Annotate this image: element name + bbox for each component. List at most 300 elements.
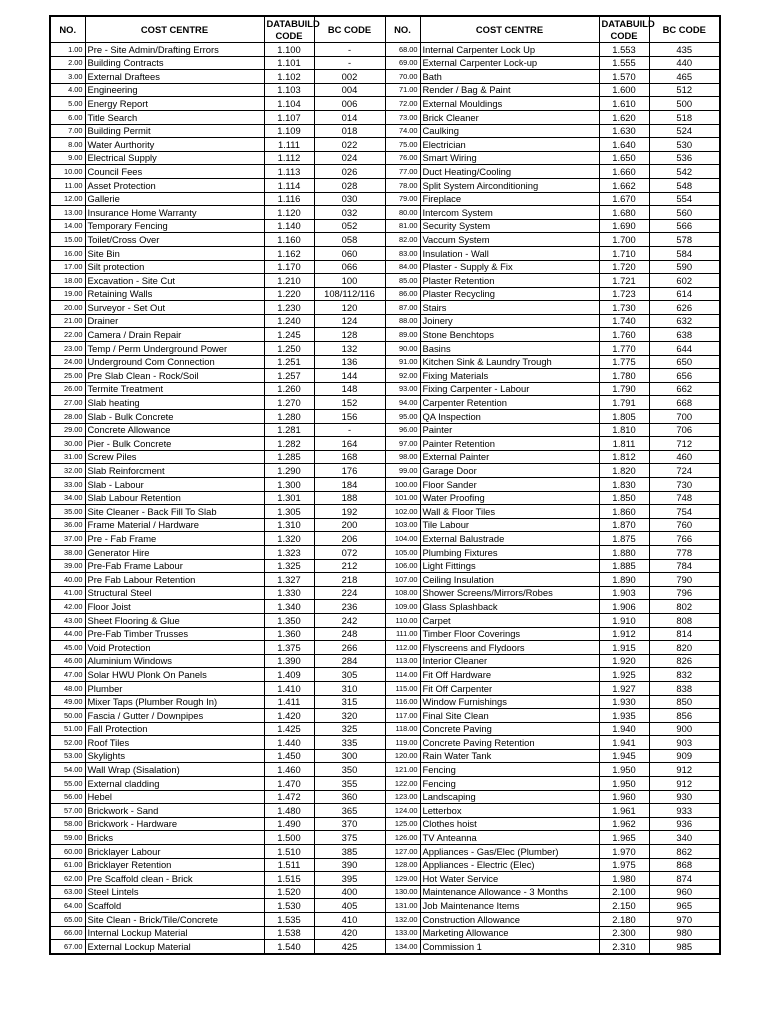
cost-centre-name: Hebel bbox=[85, 790, 264, 804]
cost-centre-name: Pre - Fab Frame bbox=[85, 532, 264, 546]
bc-code: 912 bbox=[649, 777, 720, 791]
row-number: 57.00 bbox=[50, 804, 85, 818]
cost-centre-name: Termite Treatment bbox=[85, 382, 264, 396]
databuild-code: 1.912 bbox=[599, 627, 649, 641]
cost-centre-name: Council Fees bbox=[85, 165, 264, 179]
table-row bbox=[50, 573, 720, 587]
bc-code: 284 bbox=[314, 654, 385, 668]
cost-centre-name: Underground Com Connection bbox=[85, 355, 264, 369]
bc-code: 365 bbox=[314, 804, 385, 818]
table-row bbox=[50, 763, 720, 777]
databuild-code: 1.450 bbox=[264, 749, 314, 763]
row-number: 105.00 bbox=[385, 545, 420, 559]
row-number: 45.00 bbox=[50, 641, 85, 655]
table-row bbox=[50, 287, 720, 301]
row-number: 15.00 bbox=[50, 233, 85, 247]
row-number: 122.00 bbox=[385, 777, 420, 791]
databuild-code: 1.941 bbox=[599, 736, 649, 750]
bc-code: 152 bbox=[314, 396, 385, 410]
bc-code: 340 bbox=[649, 831, 720, 845]
bc-code: 903 bbox=[649, 736, 720, 750]
bc-code: 662 bbox=[649, 382, 720, 396]
databuild-code: 2.150 bbox=[599, 899, 649, 913]
row-number: 127.00 bbox=[385, 845, 420, 859]
cost-centre-name: Tile Labour bbox=[420, 518, 599, 532]
databuild-code: 1.460 bbox=[264, 763, 314, 777]
row-number: 124.00 bbox=[385, 804, 420, 818]
row-number: 58.00 bbox=[50, 817, 85, 831]
cost-centre-name: Pre Fab Labour Retention bbox=[85, 573, 264, 587]
header-databuild-code: DATABUILD CODE bbox=[264, 16, 314, 43]
table-row bbox=[50, 613, 720, 627]
cost-centre-name: Commission 1 bbox=[420, 940, 599, 954]
databuild-code: 1.109 bbox=[264, 124, 314, 138]
databuild-code: 1.950 bbox=[599, 763, 649, 777]
cost-centre-name: Water Proofing bbox=[420, 491, 599, 505]
row-number: 67.00 bbox=[50, 940, 85, 954]
databuild-code: 1.260 bbox=[264, 382, 314, 396]
row-number: 55.00 bbox=[50, 777, 85, 791]
table-row bbox=[50, 681, 720, 695]
databuild-code: 2.100 bbox=[599, 885, 649, 899]
cost-centre-name: Toilet/Cross Over bbox=[85, 233, 264, 247]
cost-centre-name: Site Clean - Brick/Tile/Concrete bbox=[85, 913, 264, 927]
cost-centre-name: Plaster Recycling bbox=[420, 287, 599, 301]
bc-code: 300 bbox=[314, 749, 385, 763]
cost-centre-name: External Lockup Material bbox=[85, 940, 264, 954]
table-row bbox=[50, 600, 720, 614]
bc-code: 930 bbox=[649, 790, 720, 804]
cost-centre-name: Steel Lintels bbox=[85, 885, 264, 899]
cost-centre-name: Glass Splashback bbox=[420, 600, 599, 614]
row-number: 92.00 bbox=[385, 369, 420, 383]
databuild-code: 1.409 bbox=[264, 668, 314, 682]
databuild-code: 1.700 bbox=[599, 233, 649, 247]
cost-centre-name: Fascia / Gutter / Downpipes bbox=[85, 709, 264, 723]
databuild-code: 1.530 bbox=[264, 899, 314, 913]
row-number: 50.00 bbox=[50, 709, 85, 723]
bc-code: 014 bbox=[314, 110, 385, 124]
row-number: 117.00 bbox=[385, 709, 420, 723]
databuild-code: 1.810 bbox=[599, 423, 649, 437]
cost-centre-name: Joinery bbox=[420, 314, 599, 328]
table-row bbox=[50, 423, 720, 437]
table-row bbox=[50, 668, 720, 682]
row-number: 23.00 bbox=[50, 342, 85, 356]
table-row bbox=[50, 831, 720, 845]
bc-code: 832 bbox=[649, 668, 720, 682]
row-number: 51.00 bbox=[50, 722, 85, 736]
bc-code: 060 bbox=[314, 246, 385, 260]
row-number: 38.00 bbox=[50, 545, 85, 559]
cost-centre-name: Rain Water Tank bbox=[420, 749, 599, 763]
bc-code: 748 bbox=[649, 491, 720, 505]
cost-centre-name: External Painter bbox=[420, 450, 599, 464]
row-number: 60.00 bbox=[50, 845, 85, 859]
databuild-code: 1.570 bbox=[599, 70, 649, 84]
databuild-code: 2.300 bbox=[599, 926, 649, 940]
bc-code: 266 bbox=[314, 641, 385, 655]
table-row bbox=[50, 586, 720, 600]
table-row bbox=[50, 885, 720, 899]
cost-centre-name: Engineering bbox=[85, 83, 264, 97]
bc-code: 144 bbox=[314, 369, 385, 383]
row-number: 90.00 bbox=[385, 342, 420, 356]
bc-code: 560 bbox=[649, 206, 720, 220]
cost-centre-name: External Draftees bbox=[85, 70, 264, 84]
row-number: 8.00 bbox=[50, 138, 85, 152]
table-body bbox=[50, 43, 720, 954]
cost-centre-name: Temp / Perm Underground Power bbox=[85, 342, 264, 356]
databuild-code: 1.210 bbox=[264, 274, 314, 288]
bc-code: 320 bbox=[314, 709, 385, 723]
databuild-code: 1.670 bbox=[599, 192, 649, 206]
databuild-code: 1.975 bbox=[599, 858, 649, 872]
bc-code: 305 bbox=[314, 668, 385, 682]
cost-centre-name: Solar HWU Plonk On Panels bbox=[85, 668, 264, 682]
row-number: 18.00 bbox=[50, 274, 85, 288]
table-row bbox=[50, 43, 720, 57]
databuild-code: 1.940 bbox=[599, 722, 649, 736]
cost-centre-name: Fireplace bbox=[420, 192, 599, 206]
bc-code: 730 bbox=[649, 478, 720, 492]
cost-centre-name: Floor Sander bbox=[420, 478, 599, 492]
bc-code: 058 bbox=[314, 233, 385, 247]
table-row bbox=[50, 695, 720, 709]
table-row bbox=[50, 722, 720, 736]
databuild-code: 1.220 bbox=[264, 287, 314, 301]
cost-centre-name: Intercom System bbox=[420, 206, 599, 220]
row-number: 13.00 bbox=[50, 206, 85, 220]
bc-code: 578 bbox=[649, 233, 720, 247]
row-number: 36.00 bbox=[50, 518, 85, 532]
row-number: 46.00 bbox=[50, 654, 85, 668]
cost-centre-name: Brickwork - Sand bbox=[85, 804, 264, 818]
row-number: 80.00 bbox=[385, 206, 420, 220]
cost-centre-name: Concrete Paving bbox=[420, 722, 599, 736]
bc-code: 766 bbox=[649, 532, 720, 546]
cost-centre-name: Final Site Clean bbox=[420, 709, 599, 723]
row-number: 10.00 bbox=[50, 165, 85, 179]
row-number: 99.00 bbox=[385, 464, 420, 478]
databuild-code: 1.875 bbox=[599, 532, 649, 546]
table-row bbox=[50, 749, 720, 763]
bc-code: - bbox=[314, 43, 385, 57]
bc-code: 548 bbox=[649, 178, 720, 192]
databuild-code: 1.170 bbox=[264, 260, 314, 274]
table-row bbox=[50, 518, 720, 532]
table-row bbox=[50, 491, 720, 505]
bc-code: 028 bbox=[314, 178, 385, 192]
row-number: 125.00 bbox=[385, 817, 420, 831]
row-number: 68.00 bbox=[385, 43, 420, 57]
bc-code: 192 bbox=[314, 505, 385, 519]
header-cost-centre: COST CENTRE bbox=[420, 16, 599, 43]
cost-centre-name: Fit Off Carpenter bbox=[420, 681, 599, 695]
bc-code: 132 bbox=[314, 342, 385, 356]
bc-code: 566 bbox=[649, 219, 720, 233]
databuild-code: 1.721 bbox=[599, 274, 649, 288]
cost-centre-name: Slab Reinforcment bbox=[85, 464, 264, 478]
table-row bbox=[50, 151, 720, 165]
table-row bbox=[50, 641, 720, 655]
row-number: 29.00 bbox=[50, 423, 85, 437]
cost-centre-name: Plaster Retention bbox=[420, 274, 599, 288]
cost-centre-name: Structural Steel bbox=[85, 586, 264, 600]
databuild-code: 1.250 bbox=[264, 342, 314, 356]
databuild-code: 1.350 bbox=[264, 613, 314, 627]
databuild-code: 2.310 bbox=[599, 940, 649, 954]
databuild-code: 1.520 bbox=[264, 885, 314, 899]
cost-centre-name: Generator Hire bbox=[85, 545, 264, 559]
bc-code: 960 bbox=[649, 885, 720, 899]
cost-centre-name: Camera / Drain Repair bbox=[85, 328, 264, 342]
bc-code: 370 bbox=[314, 817, 385, 831]
row-number: 41.00 bbox=[50, 586, 85, 600]
cost-centre-name: Mixer Taps (Plumber Rough In) bbox=[85, 695, 264, 709]
bc-code: 644 bbox=[649, 342, 720, 356]
databuild-code: 1.340 bbox=[264, 600, 314, 614]
row-number: 107.00 bbox=[385, 573, 420, 587]
cost-centre-name: Surveyor - Set Out bbox=[85, 301, 264, 315]
row-number: 121.00 bbox=[385, 763, 420, 777]
bc-code: 120 bbox=[314, 301, 385, 315]
bc-code: 212 bbox=[314, 559, 385, 573]
row-number: 9.00 bbox=[50, 151, 85, 165]
bc-code: 072 bbox=[314, 545, 385, 559]
databuild-code: 1.103 bbox=[264, 83, 314, 97]
cost-centre-name: Site Cleaner - Back Fill To Slab bbox=[85, 505, 264, 519]
cost-centre-name: Duct Heating/Cooling bbox=[420, 165, 599, 179]
row-number: 95.00 bbox=[385, 410, 420, 424]
databuild-code: 1.775 bbox=[599, 355, 649, 369]
row-number: 61.00 bbox=[50, 858, 85, 872]
row-number: 134.00 bbox=[385, 940, 420, 954]
table-row bbox=[50, 926, 720, 940]
cost-centre-name: Stone Benchtops bbox=[420, 328, 599, 342]
row-number: 103.00 bbox=[385, 518, 420, 532]
cost-centre-name: Plumbing Fixtures bbox=[420, 545, 599, 559]
databuild-code: 1.830 bbox=[599, 478, 649, 492]
bc-code: 862 bbox=[649, 845, 720, 859]
row-number: 79.00 bbox=[385, 192, 420, 206]
bc-code: 965 bbox=[649, 899, 720, 913]
cost-centre-name: Smart Wiring bbox=[420, 151, 599, 165]
row-number: 11.00 bbox=[50, 178, 85, 192]
row-number: 83.00 bbox=[385, 246, 420, 260]
bc-code: 760 bbox=[649, 518, 720, 532]
table-row bbox=[50, 654, 720, 668]
row-number: 24.00 bbox=[50, 355, 85, 369]
databuild-code: 1.470 bbox=[264, 777, 314, 791]
cost-centre-name: Silt protection bbox=[85, 260, 264, 274]
databuild-code: 1.690 bbox=[599, 219, 649, 233]
table-row bbox=[50, 314, 720, 328]
databuild-code: 1.281 bbox=[264, 423, 314, 437]
databuild-code: 1.301 bbox=[264, 491, 314, 505]
cost-centre-name: Hot Water Service bbox=[420, 872, 599, 886]
databuild-code: 1.927 bbox=[599, 681, 649, 695]
row-number: 27.00 bbox=[50, 396, 85, 410]
databuild-code: 1.104 bbox=[264, 97, 314, 111]
bc-code: 325 bbox=[314, 722, 385, 736]
databuild-code: 1.390 bbox=[264, 654, 314, 668]
row-number: 4.00 bbox=[50, 83, 85, 97]
row-number: 108.00 bbox=[385, 586, 420, 600]
cost-centre-name: Pre-Fab Timber Trusses bbox=[85, 627, 264, 641]
table-row bbox=[50, 627, 720, 641]
cost-centre-name: Water Aurthority bbox=[85, 138, 264, 152]
databuild-code: 1.120 bbox=[264, 206, 314, 220]
row-number: 2.00 bbox=[50, 56, 85, 70]
table-row bbox=[50, 437, 720, 451]
cost-centre-name: Slab - Labour bbox=[85, 478, 264, 492]
row-number: 94.00 bbox=[385, 396, 420, 410]
cost-centre-name: TV Anteanna bbox=[420, 831, 599, 845]
table-row bbox=[50, 83, 720, 97]
cost-centre-name: Pier - Bulk Concrete bbox=[85, 437, 264, 451]
bc-code: 614 bbox=[649, 287, 720, 301]
cost-centre-name: Kitchen Sink & Laundry Trough bbox=[420, 355, 599, 369]
bc-code: 425 bbox=[314, 940, 385, 954]
cost-centre-name: Excavation - Site Cut bbox=[85, 274, 264, 288]
row-number: 88.00 bbox=[385, 314, 420, 328]
row-number: 133.00 bbox=[385, 926, 420, 940]
cost-centre-name: Temporary Fencing bbox=[85, 219, 264, 233]
cost-centre-name: Insulation - Wall bbox=[420, 246, 599, 260]
bc-code: 390 bbox=[314, 858, 385, 872]
table-row bbox=[50, 233, 720, 247]
cost-centre-name: Security System bbox=[420, 219, 599, 233]
databuild-code: 1.920 bbox=[599, 654, 649, 668]
databuild-code: 1.915 bbox=[599, 641, 649, 655]
header-cost-centre: COST CENTRE bbox=[85, 16, 264, 43]
row-number: 102.00 bbox=[385, 505, 420, 519]
bc-code: 136 bbox=[314, 355, 385, 369]
databuild-code: 1.553 bbox=[599, 43, 649, 57]
databuild-code: 1.113 bbox=[264, 165, 314, 179]
databuild-code: 1.970 bbox=[599, 845, 649, 859]
row-number: 39.00 bbox=[50, 559, 85, 573]
databuild-code: 1.730 bbox=[599, 301, 649, 315]
databuild-code: 1.511 bbox=[264, 858, 314, 872]
bc-code: 176 bbox=[314, 464, 385, 478]
cost-centre-name: External cladding bbox=[85, 777, 264, 791]
cost-centre-name: Internal Lockup Material bbox=[85, 926, 264, 940]
databuild-code: 1.812 bbox=[599, 450, 649, 464]
cost-centre-name: Roof Tiles bbox=[85, 736, 264, 750]
table-row bbox=[50, 192, 720, 206]
table-row bbox=[50, 246, 720, 260]
cost-centre-name: Maintenance Allowance - 3 Months bbox=[420, 885, 599, 899]
row-number: 89.00 bbox=[385, 328, 420, 342]
row-number: 120.00 bbox=[385, 749, 420, 763]
row-number: 86.00 bbox=[385, 287, 420, 301]
table-row bbox=[50, 478, 720, 492]
table-row bbox=[50, 913, 720, 927]
row-number: 132.00 bbox=[385, 913, 420, 927]
cost-centre-name: Bricklayer Retention bbox=[85, 858, 264, 872]
bc-code: 980 bbox=[649, 926, 720, 940]
databuild-code: 1.555 bbox=[599, 56, 649, 70]
databuild-code: 1.107 bbox=[264, 110, 314, 124]
databuild-code: 1.860 bbox=[599, 505, 649, 519]
cost-centre-name: Slab Labour Retention bbox=[85, 491, 264, 505]
row-number: 16.00 bbox=[50, 246, 85, 260]
row-number: 126.00 bbox=[385, 831, 420, 845]
row-number: 33.00 bbox=[50, 478, 85, 492]
bc-code: 310 bbox=[314, 681, 385, 695]
cost-centre-name: Building Permit bbox=[85, 124, 264, 138]
cost-centre-name: Window Furnishings bbox=[420, 695, 599, 709]
databuild-code: 1.285 bbox=[264, 450, 314, 464]
bc-code: 874 bbox=[649, 872, 720, 886]
row-number: 84.00 bbox=[385, 260, 420, 274]
databuild-code: 1.240 bbox=[264, 314, 314, 328]
table-row bbox=[50, 124, 720, 138]
bc-code: 385 bbox=[314, 845, 385, 859]
row-number: 42.00 bbox=[50, 600, 85, 614]
row-number: 114.00 bbox=[385, 668, 420, 682]
bc-code: 712 bbox=[649, 437, 720, 451]
cost-centre-name: Insurance Home Warranty bbox=[85, 206, 264, 220]
cost-centre-name: Appliances - Gas/Elec (Plumber) bbox=[420, 845, 599, 859]
cost-centre-name: Retaining Walls bbox=[85, 287, 264, 301]
databuild-code: 1.327 bbox=[264, 573, 314, 587]
databuild-code: 1.961 bbox=[599, 804, 649, 818]
cost-centre-name: Carpet bbox=[420, 613, 599, 627]
bc-code: 790 bbox=[649, 573, 720, 587]
databuild-code: 1.640 bbox=[599, 138, 649, 152]
table-row bbox=[50, 274, 720, 288]
header-bc-code: BC CODE bbox=[649, 16, 720, 43]
cost-centre-name: Concrete Allowance bbox=[85, 423, 264, 437]
databuild-code: 2.180 bbox=[599, 913, 649, 927]
row-number: 14.00 bbox=[50, 219, 85, 233]
row-number: 112.00 bbox=[385, 641, 420, 655]
cost-centre-name: Shower Screens/Mirrors/Robes bbox=[420, 586, 599, 600]
bc-code: 022 bbox=[314, 138, 385, 152]
bc-code: 360 bbox=[314, 790, 385, 804]
bc-code: 602 bbox=[649, 274, 720, 288]
cost-centre-name: Skylights bbox=[85, 749, 264, 763]
bc-code: 820 bbox=[649, 641, 720, 655]
bc-code: 108/112/116 bbox=[314, 287, 385, 301]
cost-centre-name: Fixing Materials bbox=[420, 369, 599, 383]
bc-code: 808 bbox=[649, 613, 720, 627]
row-number: 70.00 bbox=[385, 70, 420, 84]
bc-code: 912 bbox=[649, 763, 720, 777]
databuild-code: 1.850 bbox=[599, 491, 649, 505]
bc-code: 184 bbox=[314, 478, 385, 492]
cost-centre-name: Electrician bbox=[420, 138, 599, 152]
row-number: 118.00 bbox=[385, 722, 420, 736]
bc-code: 002 bbox=[314, 70, 385, 84]
cost-centre-name: Wall & Floor Tiles bbox=[420, 505, 599, 519]
row-number: 37.00 bbox=[50, 532, 85, 546]
row-number: 44.00 bbox=[50, 627, 85, 641]
cost-centre-name: Building Contracts bbox=[85, 56, 264, 70]
bc-code: 584 bbox=[649, 246, 720, 260]
bc-code: - bbox=[314, 423, 385, 437]
cost-centre-name: External Mouldings bbox=[420, 97, 599, 111]
bc-code: 206 bbox=[314, 532, 385, 546]
bc-code: 868 bbox=[649, 858, 720, 872]
databuild-code: 1.102 bbox=[264, 70, 314, 84]
cost-centre-name: Fencing bbox=[420, 763, 599, 777]
databuild-code: 1.870 bbox=[599, 518, 649, 532]
cost-centre-name: Construction Allowance bbox=[420, 913, 599, 927]
